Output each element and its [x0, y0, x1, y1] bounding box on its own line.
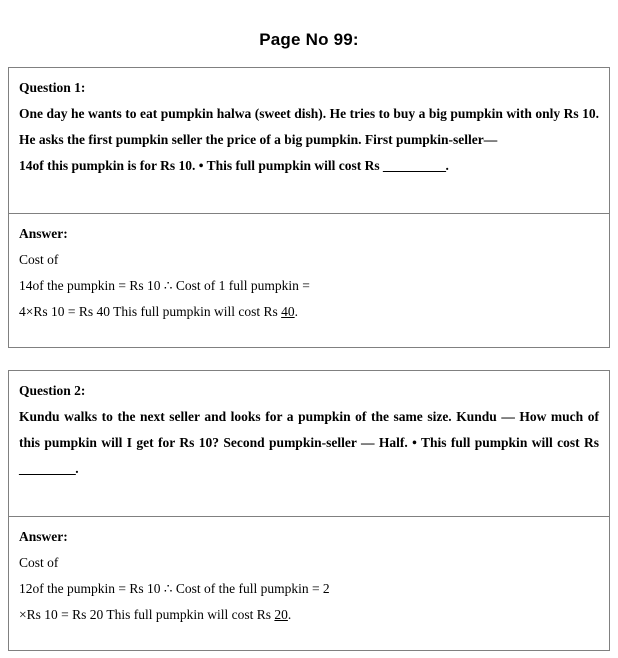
question-text: One day he wants to eat pumpkin halwa (sweet dish). He tries to buy a big pumpkin with only Rs 10. He asks the first pumpkin seller the price of a big pumpkin. First pumpkin-seller— [19, 106, 599, 147]
question-fill-in-line [19, 153, 599, 179]
answer-line-3-text: 4×Rs 10 = Rs 40 This full pumpkin will cost Rs [19, 304, 282, 319]
answer-line-3-text: ×Rs 10 = Rs 20 This full pumpkin will cost Rs [19, 607, 275, 622]
question-fill-in-tail: . [445, 158, 449, 173]
answer-result-value: 40 [281, 304, 295, 319]
page-title: Page No 99: [259, 30, 359, 49]
question-cell [9, 371, 610, 517]
answer-line-2: 14of the pumpkin = Rs 10 ∴ Cost of 1 full pumpkin = [19, 278, 310, 293]
answer-cell [9, 517, 610, 651]
answer-label: Answer: [19, 529, 68, 544]
answer-line-3 [19, 602, 599, 628]
question-text-body: Kundu walks to the next seller and looks for a pumpkin of the same size. Kundu — How much of this pumpkin will I get for Rs 10? Second pumpkin-seller — Half. • This full pumpkin will cost Rs [19, 409, 599, 450]
question-label: Question 1: [19, 80, 86, 95]
answer-line-1: Cost of [19, 252, 59, 267]
answer-line-3 [19, 299, 599, 325]
question-label: Question 2: [19, 383, 86, 398]
answer-row [9, 517, 610, 651]
question-text [19, 404, 599, 482]
question-fill-in-tail: . [75, 461, 79, 476]
answer-line-2: 12of the pumpkin = Rs 10 ∴ Cost of the full pumpkin = 2 [19, 581, 330, 596]
question-cell [9, 68, 610, 214]
question-answer-table-2 [8, 370, 610, 651]
question-row [9, 68, 610, 214]
question-answer-table-1 [8, 67, 610, 348]
answer-result-tail: . [287, 607, 292, 622]
answer-result-value: 20 [274, 607, 288, 622]
answer-result-tail: . [294, 304, 299, 319]
answer-label: Answer: [19, 226, 68, 241]
answer-row [9, 214, 610, 348]
question-row [9, 371, 610, 517]
question-fill-in-text: 14of this pumpkin is for Rs 10. • This full pumpkin will cost Rs [19, 158, 383, 173]
answer-line-1: Cost of [19, 555, 59, 570]
answer-blank[interactable]: __________ [382, 158, 446, 173]
answer-blank[interactable]: _________ [19, 461, 76, 476]
answer-cell [9, 214, 610, 348]
